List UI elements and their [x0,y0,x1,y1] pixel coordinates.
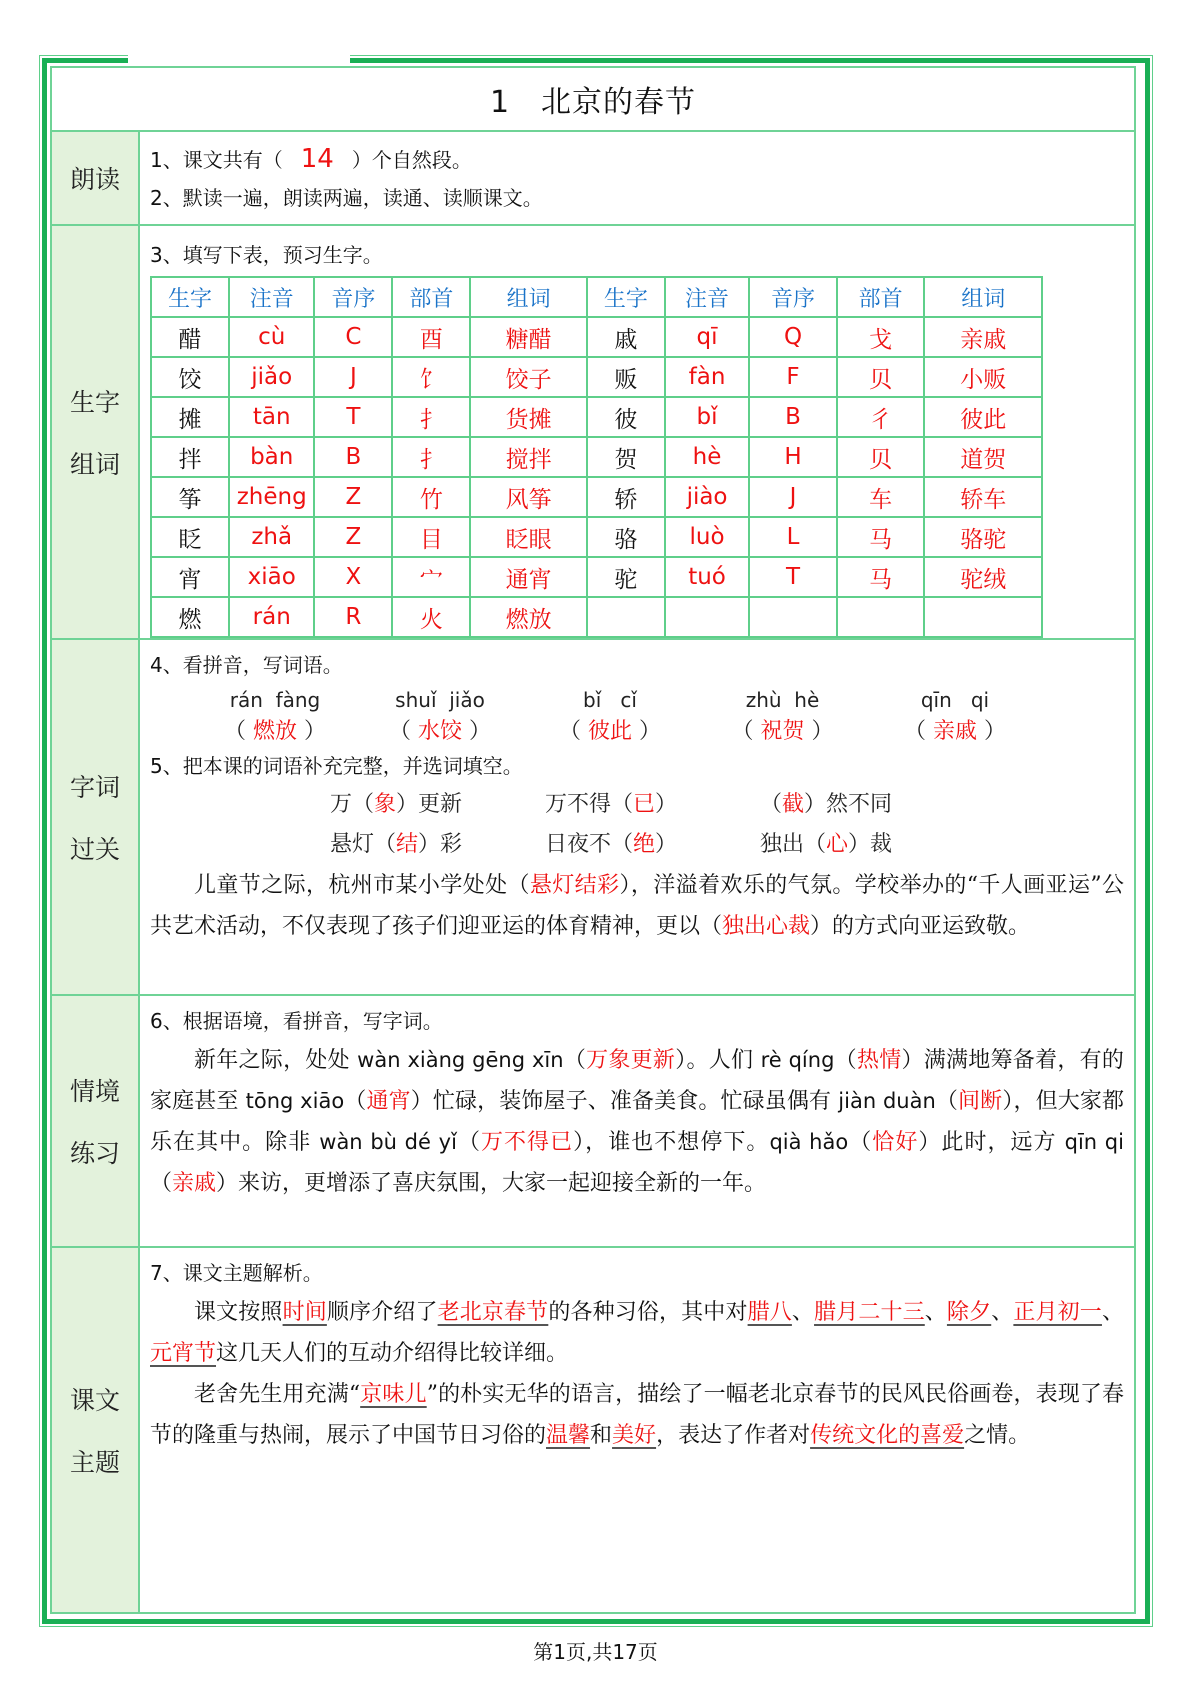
characters-content [140,226,1134,638]
table-cell: 轿 [587,477,665,517]
reading-content [140,132,1134,224]
table-cell: R [314,597,392,637]
answer-text: 恰好 [872,1130,919,1155]
answer-text: 时间 [282,1300,327,1325]
passage-text: 、 [924,1300,947,1325]
passage-text: （ [935,1089,959,1114]
passage-text: （ [150,1171,173,1196]
answer-text: 间断 [958,1089,1003,1114]
table-row [151,357,1042,397]
column-header: 部首 [392,277,470,317]
idiom: 万（象）更新 [330,792,463,817]
answer-text: 热情 [856,1048,902,1073]
answer-text: 温馨 [546,1423,591,1448]
table-cell: J [314,357,392,397]
page-title: 1 北京的春节 [489,85,697,120]
table-cell: 酉 [392,317,470,357]
table-cell: 贝 [837,357,925,397]
table-cell: 货摊 [470,397,587,437]
table-cell: cù [229,317,314,357]
table-cell: 糖醋 [470,317,587,357]
pinyin-text: tōng xiāo [245,1089,345,1113]
table-row [151,597,1042,637]
question-2: 2、默读一遍，朗读两遍，读通、读顺课文。 [150,186,543,210]
table-cell [749,597,837,637]
table-cell: J [749,477,837,517]
passage-text: （ [456,1130,481,1155]
column-header: 音序 [749,277,837,317]
theme-content [140,1248,1134,1612]
section-label: 课文 主题 [52,1248,140,1612]
theme-paragraph-1 [150,1292,1124,1374]
answer-text: 独出心裁 [722,914,811,939]
pinyin-text: jiàn duàn [838,1089,936,1113]
theme-paragraph-2 [150,1374,1124,1456]
table-cell: 贩 [587,357,665,397]
passage-text: 新年之际，处处 [194,1048,358,1073]
passage-text: （ [344,1089,367,1114]
table-cell: 摊 [151,397,229,437]
answer-text: 元宵节 [150,1341,217,1366]
column-header: 组词 [470,277,587,317]
table-cell: 竹 [392,477,470,517]
table-cell: jiǎo [229,357,314,397]
table-header [151,277,1042,317]
question-1: 1、课文共有（ 14 ）个自然段。 [150,144,472,174]
answer-text: 腊月二十三 [814,1300,925,1325]
column-header: 注音 [229,277,314,317]
table-cell: 骆驼 [924,517,1042,557]
answer-row [150,714,1124,745]
idiom: （截）然不同 [760,792,893,817]
answer-blank: （ 亲戚 ） [903,719,1006,744]
passage-text: 儿童节之际，杭州市某小学处处（ [194,873,530,898]
table-cell: 饣 [392,357,470,397]
column-header: 生字 [587,277,665,317]
table-row [151,557,1042,597]
table-cell: 彳 [837,397,925,437]
table-cell [665,597,749,637]
passage-text: 的各种习俗，其中对 [548,1300,748,1325]
passage-text: ）忙碌，装饰屋子、准备美食。忙碌虽偶有 [410,1089,839,1114]
idiom: 万不得（已） [545,792,678,817]
question-6: 6、根据语境，看拼音，写字词。 [150,1009,443,1033]
table-cell: B [749,397,837,437]
table-cell: 搅拌 [470,437,587,477]
table-cell: Q [749,317,837,357]
answer-blank: （ 彼此 ） [558,719,661,744]
answer-blank: （ 水饺 ） [388,719,491,744]
passage-text: ）。人们 [675,1048,761,1073]
answer-text: 除夕 [946,1300,992,1325]
table-cell: fàn [665,357,749,397]
table-row [151,397,1042,437]
passage-text: ）此时，远方 [918,1130,1065,1155]
answer-text: 亲戚 [172,1171,217,1196]
pinyin-prompt: rán fàng [229,688,321,712]
table-cell: 戈 [837,317,925,357]
pinyin-text: wàn xiàng gēng xīn [357,1048,564,1072]
table-cell: 彼 [587,397,665,437]
table-cell: 饺 [151,357,229,397]
section-label: 朗读 [52,132,140,224]
question-7: 7、课文主题解析。 [150,1261,323,1285]
table-cell: 马 [837,517,925,557]
table-cell: B [314,437,392,477]
table-cell: 醋 [151,317,229,357]
table-cell: tān [229,397,314,437]
column-header: 音序 [314,277,392,317]
passage-text: 课文按照 [194,1300,283,1325]
column-header: 注音 [665,277,749,317]
answer-text: 悬灯结彩 [529,873,620,898]
table-row [151,517,1042,557]
table-cell: 马 [837,557,925,597]
answer-blank: （ 祝贺 ） [731,719,834,744]
idiom: 悬灯（结）彩 [330,832,463,857]
table-cell: 拌 [151,437,229,477]
table-cell: 小贩 [924,357,1042,397]
passage-text: ”的朴实无华的语言，描绘了一幅老北京春节的民风民俗画卷，表现了春节的隆重与热闹，展示了中国节日习俗的 [150,1382,1125,1448]
vocab-content [140,640,1134,994]
table-cell: 亲戚 [924,317,1042,357]
idiom: 独出（心）裁 [760,832,893,857]
table-cell: zhēng [229,477,314,517]
passage-text: （ [834,1048,857,1073]
table-cell: F [749,357,837,397]
pinyin-prompt: bǐ cǐ [583,688,637,712]
passage-text: 老舍先生用充满“ [194,1382,361,1407]
answer: 14 [300,144,334,174]
answer-text: 正月初一 [1013,1300,1102,1325]
idiom-line [150,825,1124,865]
idiom-list [150,785,1124,865]
question-5: 5、把本课的词语补充完整，并选词填空。 [150,754,523,778]
table-cell: T [314,397,392,437]
answer-text: 万不得已 [480,1130,574,1155]
table-row [151,477,1042,517]
column-header: 生字 [151,277,229,317]
passage-text: 、 [791,1300,815,1325]
passage-text: ）来访，更增添了喜庆氛围，大家一起迎接全新的一年。 [216,1171,767,1196]
answer-text: 美好 [612,1423,657,1448]
table-cell: 驼绒 [924,557,1042,597]
pinyin-prompt: qīn qi [920,688,990,712]
frame-gap [128,52,350,64]
passage-text: （ [563,1048,587,1073]
table-cell: 通宵 [470,557,587,597]
table-cell: T [749,557,837,597]
idiom-line [150,785,1124,825]
passage-text: （ [848,1130,873,1155]
answer-text: 通宵 [366,1089,411,1114]
table-cell: rán [229,597,314,637]
table-row [151,317,1042,357]
table-cell: 宀 [392,557,470,597]
column-header: 组词 [924,277,1042,317]
table-cell: 筝 [151,477,229,517]
table-cell: bǐ [665,397,749,437]
table-cell: 眨眼 [470,517,587,557]
section-characters [52,226,1134,640]
table-cell: 车 [837,477,925,517]
table-cell: C [314,317,392,357]
passage-text: 、 [991,1300,1014,1325]
table-cell: luò [665,517,749,557]
title-row [52,68,1134,132]
pinyin-text: wàn bù dé yǐ [319,1130,457,1154]
section-vocab [52,640,1134,996]
table-cell: 扌 [392,397,470,437]
passage-text: ）满满地筹备着，有的家庭甚至 [150,1048,1124,1114]
passage-text: ），谁也不想停下。 [573,1130,770,1155]
answer-text: 传统文化的喜爱 [810,1423,965,1448]
section-label: 生字 组词 [52,226,140,638]
answer-text: 京味儿 [360,1382,427,1407]
section-label: 情境 练习 [52,996,140,1246]
pinyin-prompt: zhù hè [745,688,820,712]
answer-blank: （ 燃放 ） [223,719,326,744]
column-header: 部首 [837,277,925,317]
answer-text: 万象更新 [586,1048,676,1073]
table-cell: 火 [392,597,470,637]
character-table [150,276,1043,638]
table-cell [587,597,665,637]
idiom: 日夜不（绝） [545,832,678,857]
answer-text: 老北京春节 [437,1300,549,1325]
table-cell: 道贺 [924,437,1042,477]
table-cell: 饺子 [470,357,587,397]
context-content [140,996,1134,1246]
table-cell: bàn [229,437,314,477]
worksheet [50,66,1136,1614]
pinyin-text: rè qíng [760,1048,835,1072]
table-cell: X [314,557,392,597]
question-4: 4、看拼音，写词语。 [150,653,343,677]
table-cell: 燃放 [470,597,587,637]
table-cell: xiāo [229,557,314,597]
table-cell: 眨 [151,517,229,557]
pinyin-prompt: shuǐ jiǎo [395,688,485,712]
table-cell: Z [314,477,392,517]
passage-text: ，表达了作者对 [656,1423,811,1448]
pinyin-text: qīn qi [1064,1130,1124,1154]
passage-text: ），洋溢着欢乐的气氛。学校举办的“千人画亚运”公共艺术活动，不仅表现了孩子们迎亚运的体育精神，更以（ [150,873,1124,939]
table-cell: qī [665,317,749,357]
pinyin-row [150,688,1124,712]
table-cell: 戚 [587,317,665,357]
section-theme [52,1248,1134,1612]
table-cell: 轿车 [924,477,1042,517]
table-cell: 目 [392,517,470,557]
table-row [151,437,1042,477]
passage-text: 之情。 [964,1423,1031,1448]
passage-text: ），但大家都乐在其中。除非 [150,1089,1124,1155]
table-cell [837,597,925,637]
table-cell: 贺 [587,437,665,477]
passage-text: 、 [1101,1300,1124,1325]
table-cell: L [749,517,837,557]
pinyin-text: qià hǎo [769,1130,849,1154]
passage-text: 和 [590,1423,613,1448]
section-context [52,996,1134,1248]
section-label: 字词 过关 [52,640,140,994]
vocab-passage [150,865,1124,947]
table-cell: 燃 [151,597,229,637]
passage-text: ）的方式向亚运致敬。 [810,914,1031,939]
table-cell: Z [314,517,392,557]
answer-text: 腊八 [747,1300,792,1325]
table-cell: 扌 [392,437,470,477]
table-cell: 驼 [587,557,665,597]
table-cell [924,597,1042,637]
table-cell: zhǎ [229,517,314,557]
table-cell: H [749,437,837,477]
passage-text: 这几天人们的互动介绍得比较详细。 [216,1341,569,1366]
table-cell: 骆 [587,517,665,557]
question-3: 3、填写下表，预习生字。 [150,243,383,267]
table-cell: tuó [665,557,749,597]
table-cell: 风筝 [470,477,587,517]
context-passage [150,1040,1124,1204]
section-reading [52,132,1134,226]
table-cell: 贝 [837,437,925,477]
page-footer: 第1页,共17页 [533,1640,658,1664]
table-cell: hè [665,437,749,477]
passage-text: 顺序介绍了 [326,1300,438,1325]
table-cell: 彼此 [924,397,1042,437]
table-cell: 宵 [151,557,229,597]
table-cell: jiào [665,477,749,517]
